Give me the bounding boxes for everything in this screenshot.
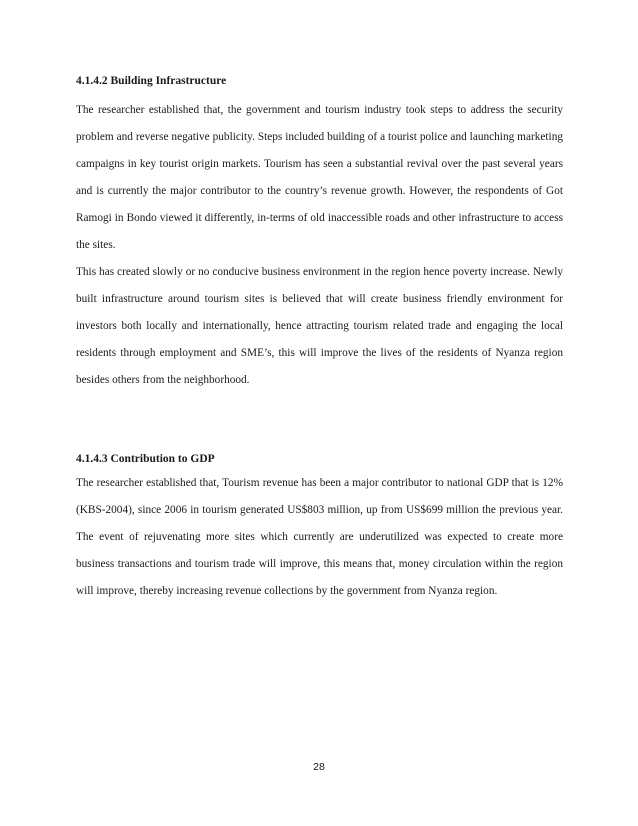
paragraph-contribution-to-gdp: The researcher established that, Tourism revenue has been a major contributor to national GDP that is 12% (KBS-2004), since 2006 in tourism generated US$803 million, up from US$699 million the previous year. The event of rejuvenating more sites which currently are underutilized was expected to create more business transactions and tourism trade will improve, this means that, money circulation within the region will improve, thereby increasing revenue collections by the government from Nyanza region.: [76, 477, 563, 597]
section-heading-building-infrastructure: 4.1.4.2 Building Infrastructure: [76, 75, 227, 87]
paragraph-building-infrastructure-2: This has created slowly or no conducive business environment in the region hence poverty increase. Newly built infrastructure around tourism sites is believed that will create business friendly environment for investors both locally and internationally, hence attracting tourism related trade and engaging the local residents through employment and SME’s, this will improve the lives of the residents of Nyanza region besides others from the neighborhood.: [76, 266, 563, 386]
paragraph-building-infrastructure-1: The researcher established that, the government and tourism industry took steps to address the security problem and reverse negative publicity. Steps included building of a tourist police and launching marketing campaigns in key tourist origin markets. Tourism has seen a substantial revival over the past several years and is currently the major contributor to the country’s revenue growth. However, the respondents of Got Ramogi in Bondo viewed it differently, in-terms of old inaccessible roads and other infrastructure to access the sites.: [76, 104, 563, 251]
page-number: 28: [313, 761, 325, 773]
section-heading-contribution-to-gdp: 4.1.4.3 Contribution to GDP: [76, 453, 215, 465]
